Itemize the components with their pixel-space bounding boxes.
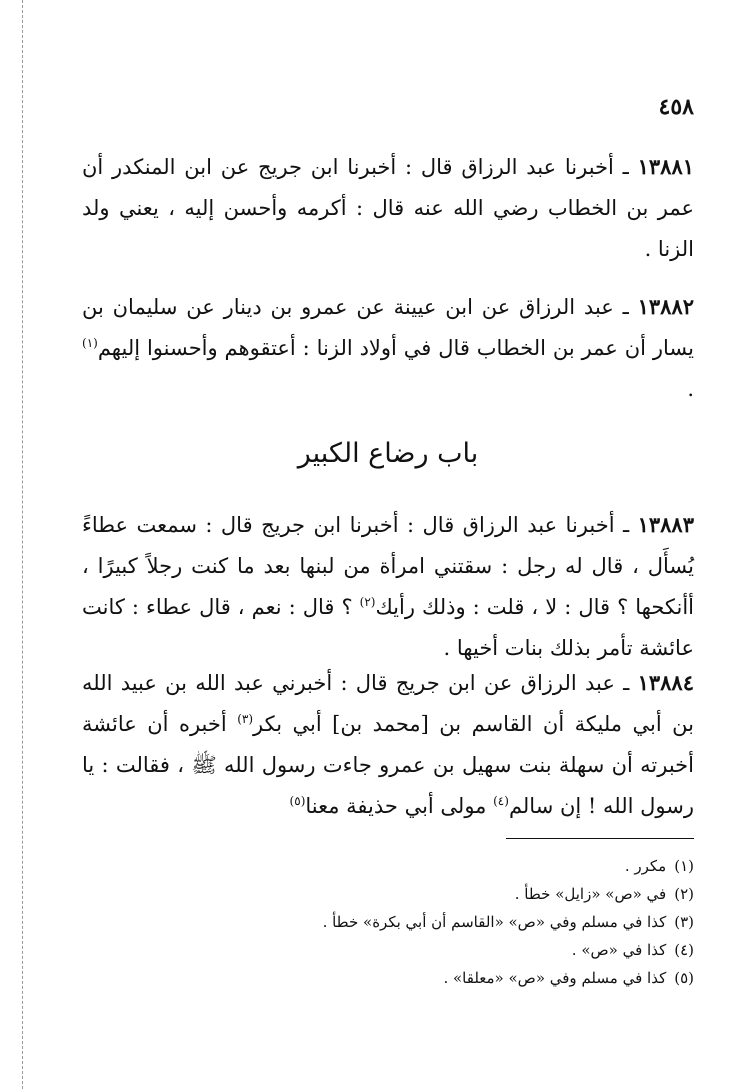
footnote-ref[interactable]: (٥) (289, 794, 306, 808)
footnote-ref[interactable]: (٣) (237, 712, 254, 726)
page-number: ٤٥٨ (658, 94, 694, 120)
hadith-13882 (82, 286, 694, 410)
hadith-dash: ـ (614, 513, 630, 537)
hadith-text-cont: ؟ قال : نعم ، قال عطاء : كانت عائشة تأمر بذلك بنات أخيها . (82, 595, 694, 660)
footnote-item (82, 908, 694, 936)
footnote-text: في «ص» «زايل» خطأ . (514, 885, 667, 903)
footnote-ref[interactable]: (٢) (359, 595, 376, 609)
footnote-divider (506, 838, 694, 839)
hadith-number: ١٣٨٨٢ (637, 294, 695, 319)
footnote-ref[interactable]: (٤) (493, 794, 509, 808)
hadith-text-end: . (687, 377, 694, 401)
hadith-dash: ـ (613, 155, 629, 179)
footnote-text: كذا في مسلم وفي «ص» «القاسم أن أبي بكرة» خطأ . (322, 913, 667, 931)
scan-margin-line (22, 0, 23, 1089)
hadith-text: أخبرنا عبد الرزاق قال : أخبرنا ابن جريج قال : سمعت عطاءً يُسأَل ، قال له رجل : سقتني امرأة من لبنها بعد ما كنت رجلاً كبيرًا ، أأنكحها ؟ قال : لا ، قلت : وذلك رأيك (82, 513, 694, 619)
hadith-text: عبد الرزاق عن ابن عيينة عن عمرو بن دينار عن سليمان بن يسار أن عمر بن الخطاب قال في أولاد الزنا : أعتقوهم وأحسنوا إليهم (82, 295, 694, 360)
footnote-item (82, 936, 694, 964)
footnote-mark: (٣) (674, 913, 694, 931)
footnote-mark: (١) (674, 857, 694, 875)
hadith-text: أخبرنا عبد الرزاق قال : أخبرنا ابن جريج عن ابن المنكدر أن عمر بن الخطاب رضي الله عنه قال : أكرمه وأحسن إليه ، يعني ولد الزنا . (82, 155, 694, 261)
footnote-item (82, 880, 694, 908)
footnote-text: كذا في «ص» . (571, 941, 667, 959)
footnote-mark: (٥) (674, 969, 694, 987)
hadith-text-cont: أخبره أن عائشة أخبرته أن سهلة بنت سهيل بن عمرو جاءت رسول الله ﷺ ، فقالت : يا رسول الله ! إن سالم (82, 712, 694, 818)
section-title: باب رضاع الكبير (297, 438, 479, 469)
footnotes-list (82, 852, 694, 992)
hadith-dash: ـ (614, 671, 630, 695)
hadith-number: ١٣٨٨٣ (637, 512, 694, 537)
hadith-number: ١٣٨٨٤ (637, 670, 694, 695)
hadith-number: ١٣٨٨١ (637, 154, 695, 179)
footnote-item (82, 852, 694, 880)
footnote-item (82, 964, 694, 992)
footnote-text: كذا في مسلم وفي «ص» «معلقا» . (443, 969, 667, 987)
hadith-text: عبد الرزاق عن ابن جريج قال : أخبرني عبد الله بن عبيد الله بن أبي مليكة أن القاسم بن [محمد بن] أبي بكر (82, 671, 694, 736)
hadith-text-cont: مولى أبي حذيفة معنا (305, 794, 494, 818)
hadith-13883 (82, 504, 694, 669)
footnote-text: مكرر . (624, 857, 667, 875)
footnote-ref[interactable]: (١) (82, 336, 98, 350)
hadith-dash: ـ (613, 295, 629, 319)
hadith-13881 (82, 146, 694, 270)
footnote-mark: (٢) (674, 885, 694, 903)
hadith-13884 (82, 662, 694, 827)
footnote-mark: (٤) (674, 941, 694, 959)
